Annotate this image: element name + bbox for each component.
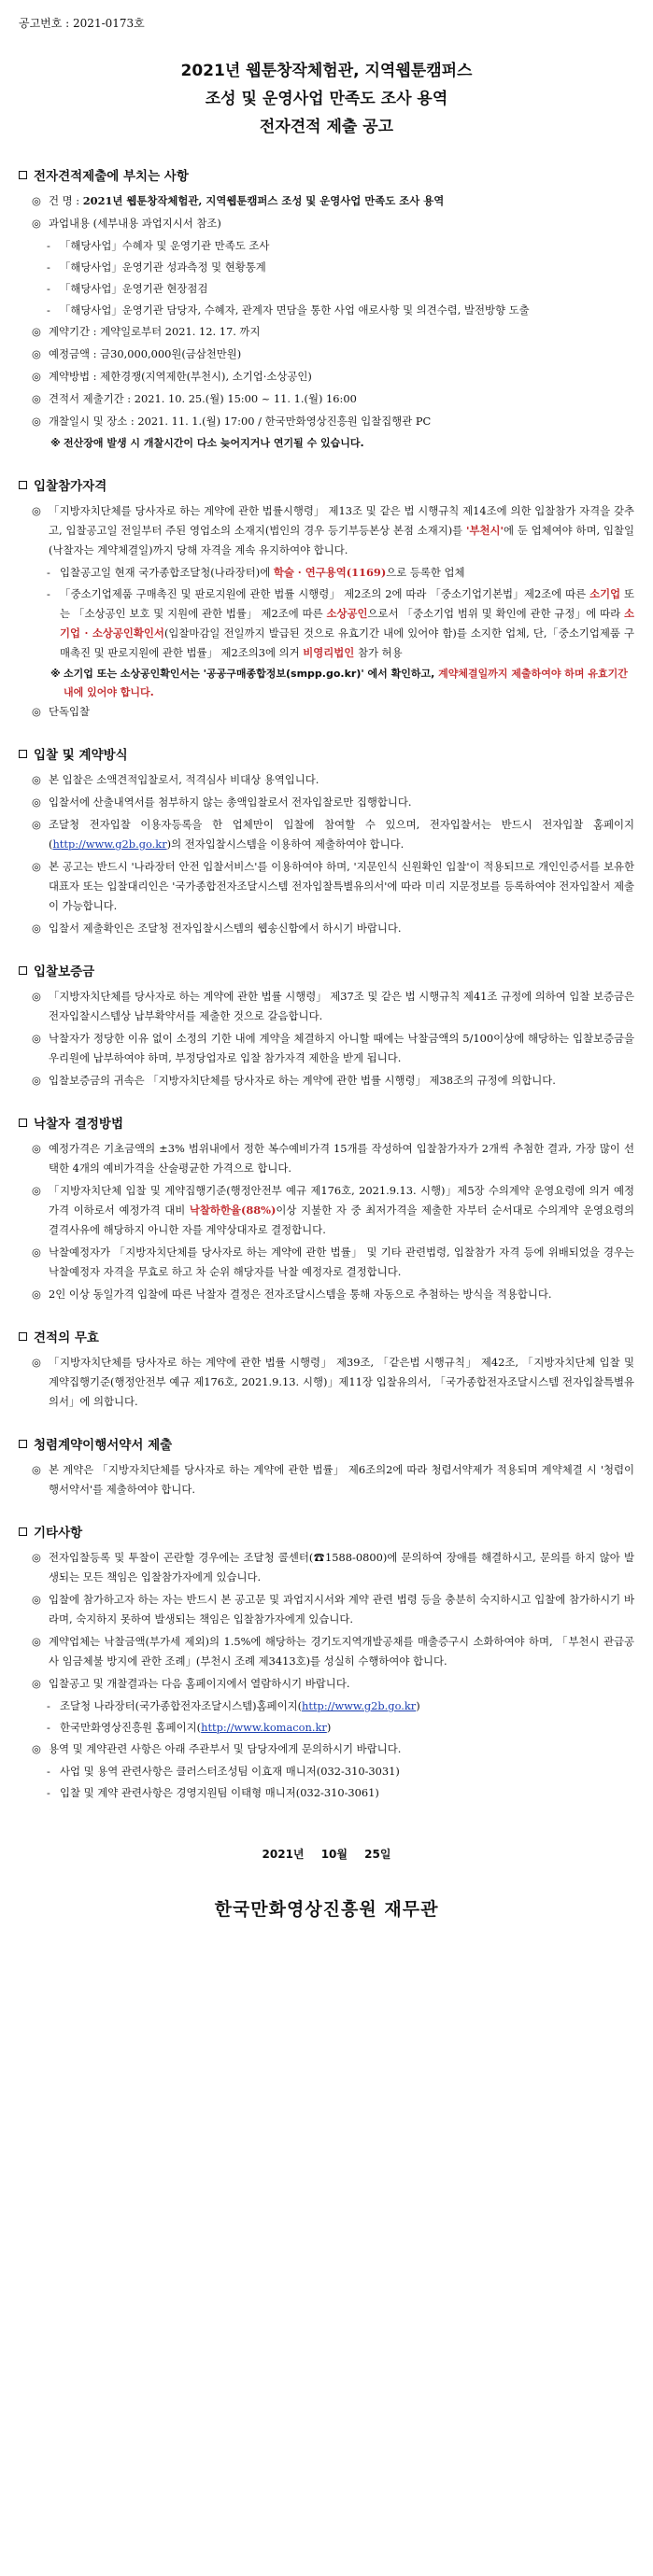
notice-number: 공고번호 : 2021-0173호 [19, 17, 145, 30]
section-heading: 전자견적제출에 부치는 사항 [19, 165, 634, 184]
eligibility-condition: - 입찰공고일 현재 국가종합조달청(나라장터)에 학술 · 연구용역(1169)으로 등록한 업체 [47, 566, 465, 579]
section-bid-overview [19, 165, 634, 453]
square-bullet-icon [19, 966, 27, 975]
section-bid-bond [19, 961, 634, 1091]
document-title [19, 57, 634, 141]
award-paragraph: ◎ 2인 이상 동일가격 입찰에 따른 낙찰자 결정은 전자조달시스템을 통해 자동으로 추첨하는 방식을 적용합니다. [32, 1288, 552, 1301]
bid-method-paragraph: ◎ 입찰서에 산출내역서를 첨부하지 않는 총액입찰로서 전자입찰로만 집행합니다. [32, 795, 412, 809]
title-line-3: 전자견적 제출 공고 [259, 118, 394, 136]
homepage-item: - 한국만화영상진흥원 홈페이지(http://www.komacon.kr) [47, 1721, 332, 1734]
square-bullet-icon [19, 1527, 27, 1536]
eligibility-paragraph: ◎ 「지방자치단체를 당사자로 하는 계약에 관한 법률시행령」 제13조 및 같은 법 시행규칙 제14조에 의한 입찰참가 자격을 갖추고, 입찰공고일 전일부터 주된 영업소의 소재지(법인의 경우 등기부등본상 본점 소재지)를 '부천시'에 둔 업체여야 하며, 입찰일(낙찰자는 계약체결일)까지 당해 자격을 계속 유지하여야 합니다. [32, 504, 634, 556]
bid-method-paragraph: ◎ 입찰서 제출확인은 조달청 전자입찰시스템의 웹송신함에서 하시기 바랍니다. [32, 922, 402, 935]
section-heading: 입찰참가자격 [19, 475, 634, 494]
square-bullet-icon [19, 1119, 27, 1127]
award-paragraph: ◎ 「지방자치단체 입찰 및 계약집행기준(행정안전부 예규 제176호, 2021.9.13. 시행)」제5장 수의계약 운영요령에 의거 예정가격 이하로서 예정가격 대비 낙찰하한율(88%)이상 지불한 자 중 최저가격을 제출한 자부터 순서대로 수의계약 운영요령의 결격사유에 해당하지 아니한 자를 계약상대자로 결정합니다. [32, 1184, 634, 1236]
other-paragraph: ◎ 용역 및 계약관련 사항은 아래 주관부서 및 담당자에게 문의하시기 바랍니다. [32, 1742, 402, 1755]
bid-method-paragraph: ◎ 본 입찰은 소액견적입찰로서, 적격심사 비대상 용역입니다. [32, 773, 319, 786]
eligibility-condition: - 「중소기업제품 구매촉진 및 판로지원에 관한 법률 시행령」 제2조의 2에 따라 「중소기업기본법」제2조에 따른 소기업 또는 「소상공인 보호 및 지원에 관한 법률」 제2조에 따른 소상공인으로서 「중소기업 범위 및 확인에 관한 규정」에 따라 소기업 · 소상공인확인서(입찰마감일 전일까지 발급된 것으로 유효기간 내에 있어야 함)를 소지한 업체, 단,「중소기업제품 구매촉진 및 판로지원에 관한 법률」 제2조의3에 의거 비영리법인 참가 허용 [47, 587, 635, 659]
estimated-price: ◎ 예정금액 : 금30,000,000원(금삼천만원) [32, 347, 242, 360]
bid-method-paragraph: ◎ 조달청 전자입찰 이용자등록을 한 업체만이 입찰에 참여할 수 있으며, 전자입찰서는 반드시 전자입찰 홈페이지(http://www.g2b.go.kr)의 전자입찰시스템을 이용하여 제출하여야 합니다. [32, 818, 634, 851]
title-line-2: 조성 및 운영사업 만족도 조사 용역 [205, 90, 448, 108]
opening-info: ◎ 개찰일시 및 장소 : 2021. 11. 1.(월) 17:00 / 한국만화영상진흥원 입찰집행관 PC [32, 415, 432, 428]
contact-item: - 사업 및 용역 관련사항은 클러스터조성팀 이효재 매니저(032-310-3031) [47, 1765, 400, 1778]
square-bullet-icon [19, 171, 27, 179]
single-bid: ◎ 단독입찰 [32, 705, 91, 718]
homepage-item: - 조달청 나라장터(국가종합전자조달시스템)홈페이지(http://www.g2b.go.kr) [47, 1699, 420, 1712]
task-scope: ◎ 과업내용 (세부내용 과업지시서 참조) [32, 217, 221, 230]
other-paragraph: ◎ 입찰에 참가하고자 하는 자는 반드시 본 공고문 및 과업지시서와 계약 관련 법령 등을 충분히 숙지하시고 입찰에 참가하시기 바라며, 숙지하지 못하여 발생되는 책임은 입찰참가자에게 있습니다. [32, 1593, 634, 1626]
integrity-paragraph: ◎ 본 계약은 「지방자치단체를 당사자로 하는 계약에 관한 법률」 제6조의2에 따라 청렴서약제가 적용되며 계약체결 시 '청렴이행서약서'를 제출하여야 합니다. [32, 1463, 634, 1496]
contract-method: ◎ 계약방법 : 제한경쟁(지역제한(부천시), 소기업·소상공인) [32, 370, 312, 383]
g2b-homepage-link[interactable]: http://www.g2b.go.kr [302, 1699, 417, 1712]
bid-bond-paragraph: ◎ 입찰보증금의 귀속은 「지방자치단체를 당사자로 하는 계약에 관한 법률 시행령」 제38조의 규정에 의합니다. [32, 1074, 556, 1087]
bid-bond-paragraph: ◎ 「지방자치단체를 당사자로 하는 계약에 관한 법률 시행령」 제37조 및 같은 법 시행규칙 제41조 규정에 의하여 입찰 보증금은 전자입찰시스템상 납부확약서를 제출한 것으로 갈음합니다. [32, 990, 634, 1022]
section-heading: 견적의 무효 [19, 1327, 634, 1345]
bid-bond-paragraph: ◎ 낙찰자가 정당한 이유 없이 소정의 기한 내에 계약을 체결하지 아니할 때에는 낙찰금액의 5/100이상에 해당하는 입찰보증금을 우리원에 납부하여야 하며, 부정당업자로 입찰 참가자격 제한을 받게 됩니다. [32, 1032, 634, 1064]
certificate-note: ※ 소기업 또는 소상공인확인서는 '공공구매종합정보(smpp.go.kr)' 에서 확인하고, 계약체결일까지 제출하여야 하며 유효기간 내에 있어야 합니다. [50, 668, 628, 698]
section-other [19, 1522, 634, 1803]
section-heading: 입찰 및 계약방식 [19, 744, 634, 763]
square-bullet-icon [19, 481, 27, 489]
invalid-paragraph: ◎ 「지방자치단체를 당사자로 하는 계약에 관한 법률 시행령」 제39조, 「같은법 시행규칙」 제42조, 「지방자치단체 입찰 및 계약집행기준(행정안전부 예규 제176호, 2021.9.13. 시행)」제11장 입찰유의서, 「국가종합전자조달시스템 전자입찰특별유의서」에 의합니다. [32, 1356, 634, 1408]
other-paragraph: ◎ 입찰공고 및 개찰결과는 다음 홈페이지에서 열람하시기 바랍니다. [32, 1677, 350, 1690]
other-paragraph: ◎ 계약업체는 낙찰금액(부가세 제외)의 1.5%에 해당하는 경기도지역개발공채를 매출증구시 소화하여야 하며, 「부천시 관급공사 임금체불 방지에 관한 조례」(부천시 조례 제3413호)를 성실히 수행하여야 합니다. [32, 1635, 634, 1668]
issuing-organization: 한국만화영상진흥원 재무관 [214, 1899, 439, 1920]
task-scope-item: - 「해당사업」운영기관 성과측정 및 현황통계 [47, 260, 266, 274]
section-heading: 입찰보증금 [19, 961, 634, 979]
square-bullet-icon [19, 1440, 27, 1448]
submission-period: ◎ 견적서 제출기간 : 2021. 10. 25.(월) 15:00 ~ 11. 1.(월) 16:00 [32, 392, 357, 405]
project-name: ◎ 건 명 : 2021년 웹툰창작체험관, 지역웹툰캠퍼스 조성 및 운영사업 만족도 조사 용역 [32, 194, 445, 207]
task-scope-item: - 「해당사업」운영기관 담당자, 수혜자, 관계자 면담을 통한 사업 애로사항 및 의견수렴, 발전방향 도출 [47, 303, 530, 317]
square-bullet-icon [19, 1332, 27, 1341]
task-scope-item: - 「해당사업」수혜자 및 운영기관 만족도 조사 [47, 239, 270, 252]
award-paragraph: ◎ 낙찰예정자가 「지방자치단체를 당사자로 하는 계약에 관한 법률」 및 기타 관련법령, 입찰참가 자격 등에 위배되었을 경우는 낙찰예정자 자격을 무효로 하고 차 순위 해당자를 낙찰 예정자로 결정합니다. [32, 1246, 634, 1278]
section-bid-method [19, 744, 634, 938]
notice-date: 2021년 10월 25일 [262, 1848, 391, 1861]
section-heading: 청렴계약이행서약서 제출 [19, 1434, 634, 1453]
bid-method-paragraph: ◎ 본 공고는 반드시 '나라장터 안전 입찰서비스'를 이용하여야 하며, '지문인식 신원확인 입찰'이 적용되므로 개인인증서를 보유한 대표자 또는 입찰대리인은 '국가종합전자조달시스템 전자입찰특별유의서'에 따라 미리 지문정보를 등록하여야 전자입찰서 제출이 가능합니다. [32, 860, 634, 912]
section-award-method [19, 1113, 634, 1304]
g2b-link[interactable]: http://www.g2b.go.kr [52, 838, 167, 851]
square-bullet-icon [19, 750, 27, 758]
contract-period: ◎ 계약기간 : 계약일로부터 2021. 12. 17. 까지 [32, 325, 261, 338]
contact-item: - 입찰 및 계약 관련사항은 경영지원팀 이태형 매니저(032-310-3061) [47, 1786, 379, 1799]
section-integrity-pledge [19, 1434, 634, 1499]
section-heading: 낙찰자 결정방법 [19, 1113, 634, 1132]
other-paragraph: ◎ 전자입찰등록 및 투찰이 곤란할 경우에는 조달청 콜센터(☎1588-0800)에 문의하여 장애를 해결하시고, 문의를 하지 않아 발생되는 모든 책임은 입찰참가자에게 있습니다. [32, 1551, 634, 1584]
section-heading: 기타사항 [19, 1522, 634, 1541]
section-eligibility [19, 475, 634, 722]
task-scope-item: - 「해당사업」운영기관 현장점검 [47, 282, 208, 295]
title-line-1: 2021년 웹툰창작체험관, 지역웹툰캠퍼스 [180, 62, 473, 80]
award-paragraph: ◎ 예정가격은 기초금액의 ±3% 범위내에서 정한 복수예비가격 15개를 작성하여 입찰참가자가 2개씩 추첨한 결과, 가장 많이 선택한 4개의 예비가격을 산술평균한 가격으로 합니다. [32, 1142, 634, 1175]
section-invalid-quote [19, 1327, 634, 1412]
system-failure-note: ※ 전산장애 발생 시 개찰시간이 다소 늦어지거나 연기될 수 있습니다. [50, 437, 364, 449]
komacon-homepage-link[interactable]: http://www.komacon.kr [201, 1721, 327, 1734]
